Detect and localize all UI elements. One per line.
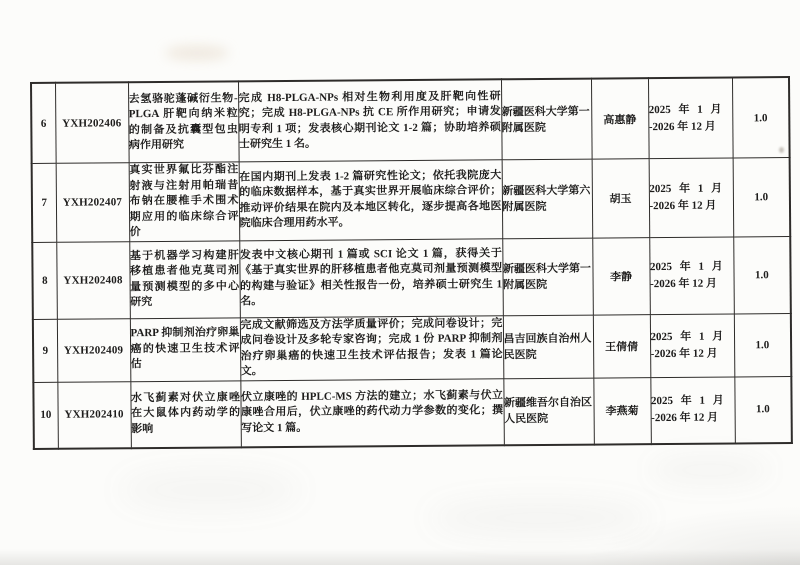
table-row <box>32 158 791 242</box>
cell-institution: 新疆医科大学第一附属医院 <box>502 238 593 316</box>
cell-objectives: 发表中文核心期刊 1 篇或 SCI 论文 1 篇，获得关于《基于真实世界的肝移植患者他克莫司剂量预测模型的构建与验证》相关性报告一份，培养硕士研究生 1 名。 <box>239 238 503 317</box>
cell-funding: 1.0 <box>734 313 791 376</box>
period-start: 2025 年 1 月 <box>648 103 722 116</box>
cell-objectives: 完成 H8-PLGA-NPs 相对生物利用度及肝靶向性研究；完成 H8-PLGA-NPs 抗 CE 所作用研究；申请发明专利 1 项；发表核心期刊论文 1-2 篇；协助培养硕士研究生 1 名。 <box>238 79 502 162</box>
cell-period <box>650 313 734 377</box>
cell-project-title: 去氢骆驼蓬碱衍生物-PLGA 肝靶向纳米粒的制备及抗囊型包虫病作用研究 <box>128 81 239 162</box>
cell-institution: 新疆医科大学第六附属医院 <box>502 159 593 238</box>
period-start: 2025 年 1 月 <box>650 394 724 408</box>
period-end: -2026 年 12 月 <box>648 120 716 133</box>
period-end: -2026 年 12 月 <box>649 199 717 212</box>
cell-period <box>649 236 734 314</box>
period-start: 2025 年 1 月 <box>649 260 723 273</box>
cell-project-code: YXH202409 <box>57 318 130 382</box>
scan-bottom-shadow <box>0 549 800 565</box>
table-row <box>32 236 791 319</box>
cell-serial: 9 <box>33 319 57 382</box>
cell-project-code: YXH202406 <box>55 82 129 163</box>
period-start: 2025 年 1 月 <box>649 182 723 195</box>
cell-project-code: YXH202408 <box>56 241 130 319</box>
table-row <box>33 313 791 382</box>
cell-period <box>650 376 735 443</box>
period-end: -2026 年 12 月 <box>650 277 718 290</box>
cell-project-title: 真实世界氟比芬酯注射液与注射用帕瑞昔布钠在腰椎手术围术期应用的临床综合评价 <box>129 162 240 241</box>
period-end: -2026 年 12 月 <box>650 347 718 360</box>
cell-leader: 王倩倩 <box>593 314 650 377</box>
cell-leader: 高惠静 <box>591 78 649 159</box>
project-table-wrap <box>30 76 793 449</box>
cell-project-title: PARP 抑制剂治疗卵巢癌的快速卫生技术评估 <box>130 317 240 381</box>
period-end: -2026 年 12 月 <box>651 411 719 425</box>
cell-funding: 1.0 <box>734 376 792 443</box>
cell-serial: 7 <box>32 163 57 242</box>
period-start: 2025 年 1 月 <box>650 330 724 343</box>
cell-objectives: 在国内期刊上发表 1-2 篇研究性论文；依托我院庞大的临床数据样本，基于真实世界开展临床综合评价；推动评价结果在院内及本地区转化，逐步提高各地医院临床合理用药水平。 <box>239 160 503 241</box>
scan-noise <box>650 455 770 485</box>
cell-serial: 10 <box>33 382 58 449</box>
cell-period <box>649 158 734 237</box>
cell-serial: 6 <box>31 83 56 164</box>
scan-smudge <box>165 46 229 60</box>
cell-funding: 1.0 <box>732 77 790 158</box>
cell-period <box>648 77 733 158</box>
cell-institution: 新疆医科大学第一附属医院 <box>501 79 592 160</box>
cell-project-code: YXH202410 <box>57 381 131 448</box>
cell-leader: 李燕菊 <box>593 377 651 444</box>
cell-objectives: 完成文献筛选及方法学质量评价；完成问卷设计；完成问卷设计及多轮专家咨询；完成 1 份 PARP 抑制剂治疗卵巢癌的快速卫生技术评估报告；发表 1 篇论文。 <box>240 315 503 380</box>
cell-institution: 昌吉回族自治州人民医院 <box>503 315 593 379</box>
cell-leader: 李静 <box>592 237 650 314</box>
cell-leader: 胡玉 <box>592 159 650 238</box>
table-row <box>33 376 791 448</box>
cell-serial: 8 <box>32 242 57 319</box>
cell-funding: 1.0 <box>733 236 791 313</box>
cell-project-title: 基于机器学习构建肝移植患者他克莫司剂量预测模型的多中心研究 <box>129 240 240 318</box>
cell-objectives: 伏立康唑的 HPLC-MS 方法的建立；水飞蓟素与伏立康唑合用后，伏立康唑的药代动力学参数的变化；撰写论文 1 篇。 <box>240 378 504 447</box>
table-row <box>31 77 790 163</box>
cell-institution: 新疆维吾尔自治区人民医院 <box>503 378 594 445</box>
scan-noise <box>120 470 300 510</box>
cell-funding: 1.0 <box>733 158 791 237</box>
project-table <box>30 76 793 449</box>
cell-project-title: 水飞蓟素对伏立康唑在大鼠体内药动学的影响 <box>130 380 241 447</box>
cell-project-code: YXH202407 <box>56 163 130 242</box>
